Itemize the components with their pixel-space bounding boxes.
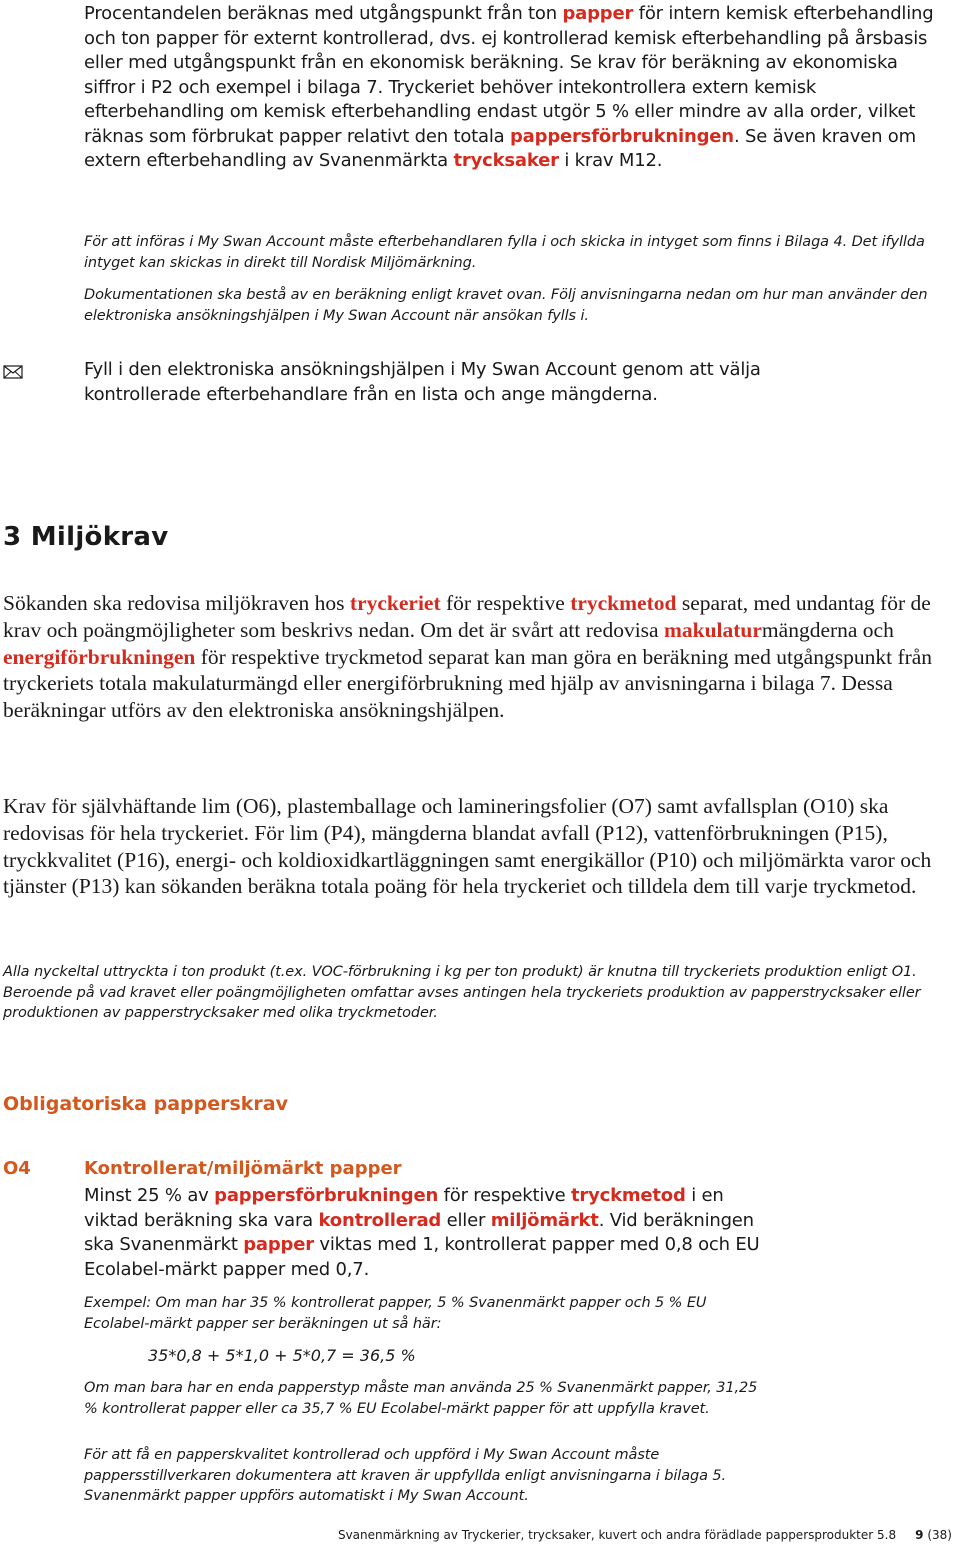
section-note: Alla nyckeltal uttryckta i ton produkt (t.ex. VOC-förbrukning i kg per ton produkt) är knutna till tryckeriets produktion enligt O1. Beroende på vad kravet eller poängmöjligheten omfattar avses antingen hela tryckeriets produktion av papperstrycksaker eller produktionen av papperstrycksaker med olika tryckmetoder. [3,964,921,1021]
text-run: Procentandelen beräknas med utgångspunkt från ton [84,3,563,24]
intro-paragraph [84,2,944,174]
requirement-id: O4 [3,1158,31,1179]
text-run: . Vid beräkningen ska Svanenmärkt [84,1209,754,1255]
section-paragraph-1 [3,590,953,724]
page-total: (38) [927,1528,952,1542]
text-run: viktas med 1, kontrollerat papper med 0,8 och EU Ecolabel-märkt papper med 0,7. [84,1234,760,1280]
envelope-icon [3,363,23,379]
highlighted-term: tryckmetod [570,591,677,615]
highlighted-term: pappersförbrukningen [214,1185,439,1206]
subsection-heading: Obligatoriska papperskrav [3,1093,288,1115]
intro-note-certificate: För att införas i My Swan Account måste efterbehandlaren fylla i och skicka in intyget som finns i Bilaga 4. Det ifyllda intyget kan skickas in direkt till Nordisk Miljömärkning. [84,234,925,271]
highlighted-term: pappersförbrukningen [510,125,734,147]
text-run: i krav M12. [558,150,663,171]
text-run: mängderna och [761,617,894,642]
section-heading: 3 Miljökrav [3,522,169,552]
page-number: 9 [915,1528,924,1542]
highlighted-term: papper [243,1234,314,1255]
text-run: för respektive tryckmetod separat kan man göra en beräkning med utgångspunkt från tryckeriets totala makulaturmängd eller energiförbrukning med hjälp av anvisningarna i bilaga 7. Dessa beräkningar utförs av den elektroniska ansökningshjälpen. [3,644,933,723]
text-run: . Se även kraven om extern efterbehandling av Svanenmärkta [84,125,916,171]
text-run: separat, med undantag för de krav och poängmöjligheter som beskrivs nedan. Om det är svårt att redovisa [3,591,931,642]
requirement-note-single-type: Om man bara har en enda papperstyp måste man använda 25 % Svanenmärkt papper, 31,25 % kontrollerat papper eller ca 35,7 % EU Ecolabel-märkt papper för att uppfylla kravet. [84,1380,758,1417]
text-run: Sökanden ska redovisa miljökraven hos [3,591,350,615]
highlighted-term: trycksaker [453,150,559,171]
highlighted-term: papper [562,3,634,24]
highlighted-term: energiförbrukningen [3,644,196,669]
instruction-text: Fyll i den elektroniska ansökningshjälpen i My Swan Account genom att välja kontrollerade efterbehandlare från en lista och ange mängderna. [84,359,761,405]
requirement-note-registration: För att få en papperskvalitet kontrollerad och uppförd i My Swan Account måste pappersstillverkaren dokumentera att kraven är uppfyllda enligt anvisningarna i bilaga 5. Svanenmärkt papper uppförs automatiskt i My Swan Account. [84,1447,727,1504]
intro-note-documentation: Dokumentationen ska bestå av en beräkning enligt kravet ovan. Följ anvisningarna nedan om hur man använder den elektroniska ansökningshjälpen i My Swan Account när ansökan fylls i. [84,287,928,324]
requirement-title: Kontrollerat/miljömärkt papper [84,1158,402,1179]
text-run: i en viktad beräkning ska vara [84,1185,724,1231]
highlighted-term: miljömärkt [490,1209,599,1231]
footer-title: Svanenmärkning av Tryckerier, trycksaker, kuvert och andra förädlade pappersprodukter 5.8 [337,1528,897,1542]
text-run: eller [441,1209,491,1231]
page-footer [338,1528,952,1542]
requirement-formula: 35*0,8 + 5*1,0 + 5*0,7 = 36,5 % [148,1346,416,1365]
section-paragraph-2: Krav för självhäftande lim (O6), plastemballage och lamineringsfolier (O7) samt avfallsplan (O10) ska redovisas för hela tryckeriet. För lim (P4), mängderna blandat avfall (P12), vattenförbrukningen (P15), tryckkvalitet (P16), energi- och koldioxidkartläggningen samt energikällor (P10) och miljömärkta varor och tjänster (P13) kan sökanden beräkna totala poäng för hela tryckeriet och tilldela dem till varje tryckmetod. [3,794,932,899]
highlighted-term: tryckeriet [349,591,441,615]
text-run: för respektive [440,591,571,615]
text-run: för respektive [438,1185,571,1206]
highlighted-term: tryckmetod [570,1185,686,1206]
text-run: för intern kemisk efterbehandling och ton papper för externt kontrollerad, dvs. ej kontrollerad kemisk efterbehandling på årsbasis eller med utgångspunkt från en ekonomisk beräkning. Se krav för beräkning av ekonomiska siffror i P2 och exempel i bilaga 7. Tryckeriet behöver intekontrollera extern kemisk efterbehandling om kemisk efterbehandling endast utgör 5 % eller mindre av alla order, vilket räknas som förbrukat papper relativt den totala [84,3,934,147]
highlighted-term: makulatur [663,617,762,642]
highlighted-term: kontrollerad [318,1209,442,1231]
requirement-example: Exempel: Om man har 35 % kontrollerat papper, 5 % Svanenmärkt papper och 5 % EU Ecolabel-märkt papper ser beräkningen ut så här: [84,1295,707,1332]
requirement-body [84,1184,764,1282]
text-run: Minst 25 % av [84,1185,215,1206]
